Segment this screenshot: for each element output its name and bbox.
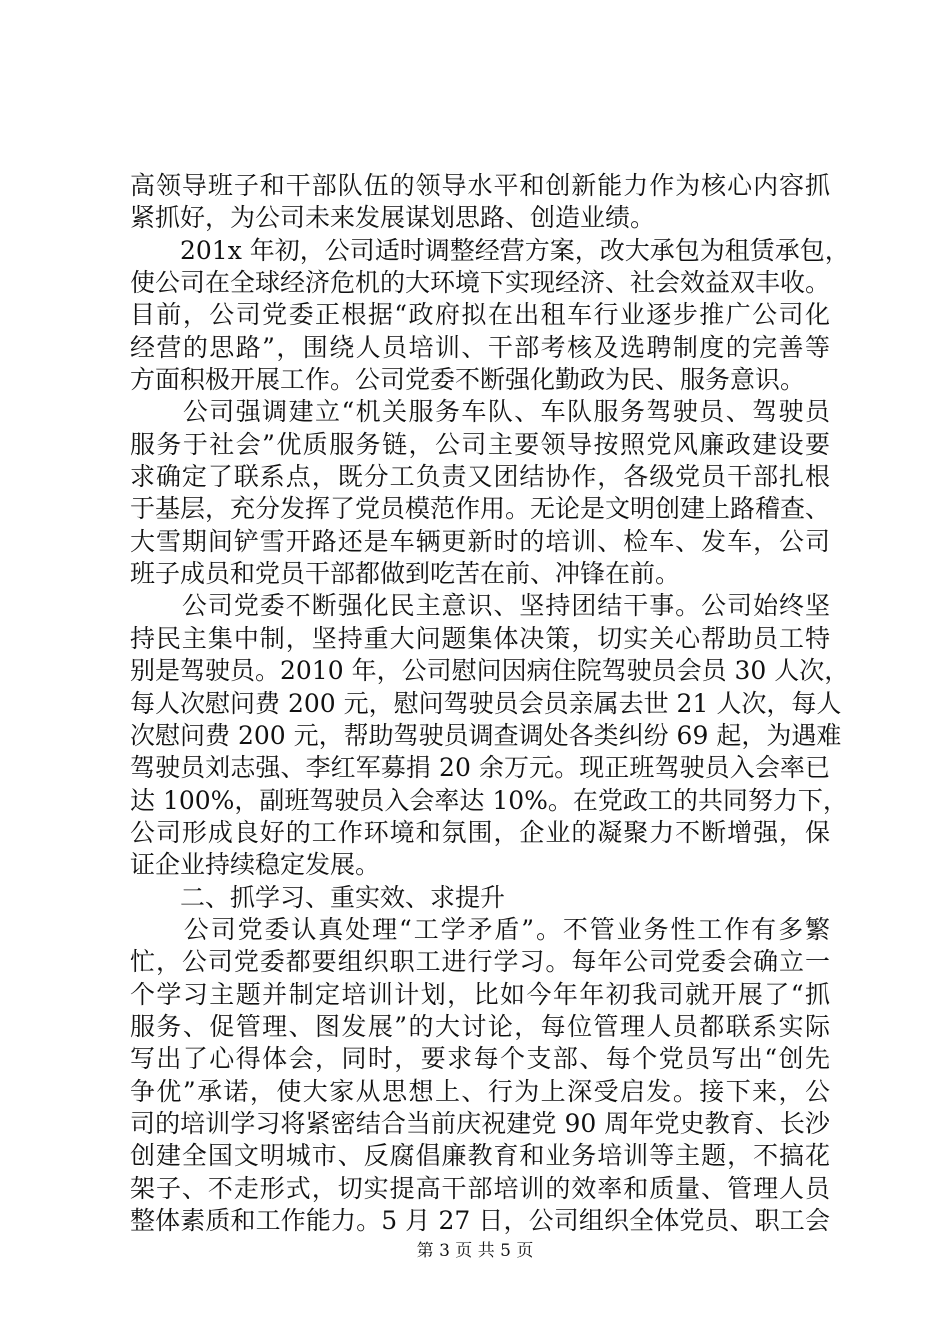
text-line: 求确定了联系点，既分工负责又团结协作，各级党员干部扎根: [130, 462, 830, 492]
text-line: 次慰问费 200 元，帮助驾驶员调查调处各类纠纷 69 起，为遇难: [130, 720, 842, 750]
text-line: 创建全国文明城市、反腐倡廉教育和业务培训等主题，不搞花: [130, 1141, 830, 1171]
text-line: 方面积极开展工作。公司党委不断强化勤政为民、服务意识。: [130, 365, 806, 395]
text-line: 争优”承诺，使大家从思想上、行为上深受启发。接下来，公: [130, 1076, 830, 1106]
text-line: 公司党委不断强化民主意识、坚持团结干事。公司始终坚: [130, 591, 830, 621]
document-body: [130, 170, 850, 1237]
text-line: 公司强调建立“机关服务车队、车队服务驾驶员、驾驶员: [130, 397, 830, 427]
text-line: 持民主集中制，坚持重大问题集体决策，切实关心帮助员工特: [130, 623, 830, 653]
text-line: 201x 年初，公司适时调整经营方案，改大承包为租赁承包，: [130, 235, 850, 265]
text-line: 驾驶员刘志强、李红军募捐 20 余万元。现正班驾驶员入会率已: [130, 753, 830, 783]
text-line: 达 100%，副班驾驶员入会率达 10%。在党政工的共同努力下，: [130, 785, 848, 815]
text-line: 公司形成良好的工作环境和氛围，企业的凝聚力不断增强，保: [130, 817, 830, 847]
text-line: 公司党委认真处理“工学矛盾”。不管业务性工作有多繁: [130, 914, 830, 944]
text-line: 个学习主题并制定培训计划，比如今年年初我司就开展了“抓: [130, 979, 830, 1009]
text-line: 别是驾驶员。2010 年，公司慰问因病住院驾驶员会员 30 人次，: [130, 656, 850, 686]
text-line: 经营的思路”，围绕人员培训、干部考核及选聘制度的完善等: [130, 332, 830, 362]
text-line: 服务于社会”优质服务链，公司主要领导按照党风廉政建设要: [130, 429, 830, 459]
text-line: 于基层，充分发挥了党员模范作用。无论是文明创建上路稽查、: [130, 494, 831, 524]
text-line: 架子、不走形式，切实提高干部培训的效率和质量、管理人员: [130, 1173, 830, 1203]
page-footer: 第 3 页 共 5 页: [416, 1241, 534, 1261]
text-line: 大雪期间铲雪开路还是车辆更新时的培训、检车、发车，公司: [130, 526, 830, 556]
text-line: 写出了心得体会，同时，要求每个支部、每个党员写出“创先: [130, 1044, 830, 1074]
text-line: 整体素质和工作能力。5 月 27 日，公司组织全体党员、职工会: [130, 1206, 830, 1235]
text-line: 二、抓学习、重实效、求提升: [130, 882, 506, 912]
text-line: 忙，公司党委都要组织职工进行学习。每年公司党委会确立一: [130, 947, 830, 977]
text-line: 每人次慰问费 200 元，慰问驾驶员会员亲属去世 21 人次，每人: [130, 688, 842, 718]
text-line: 证企业持续稳定发展。: [130, 850, 381, 880]
text-line: 服务、促管理、图发展”的大讨论，每位管理人员都联系实际: [130, 1011, 830, 1041]
text-line: 目前，公司党委正根据“政府拟在出租车行业逐步推广公司化: [130, 300, 830, 330]
text-line: 紧抓好，为公司未来发展谋划思路、创造业绩。: [130, 203, 656, 233]
text-line: 班子成员和党员干部都做到吃苦在前、冲锋在前。: [130, 559, 681, 589]
text-line: 使公司在全球经济危机的大环境下实现经济、社会效益双丰收。: [130, 268, 831, 298]
text-line: 司的培训学习将紧密结合当前庆祝建党 90 周年党史教育、长沙: [130, 1108, 830, 1138]
text-line: 高领导班子和干部队伍的领导水平和创新能力作为核心内容抓: [130, 171, 830, 200]
